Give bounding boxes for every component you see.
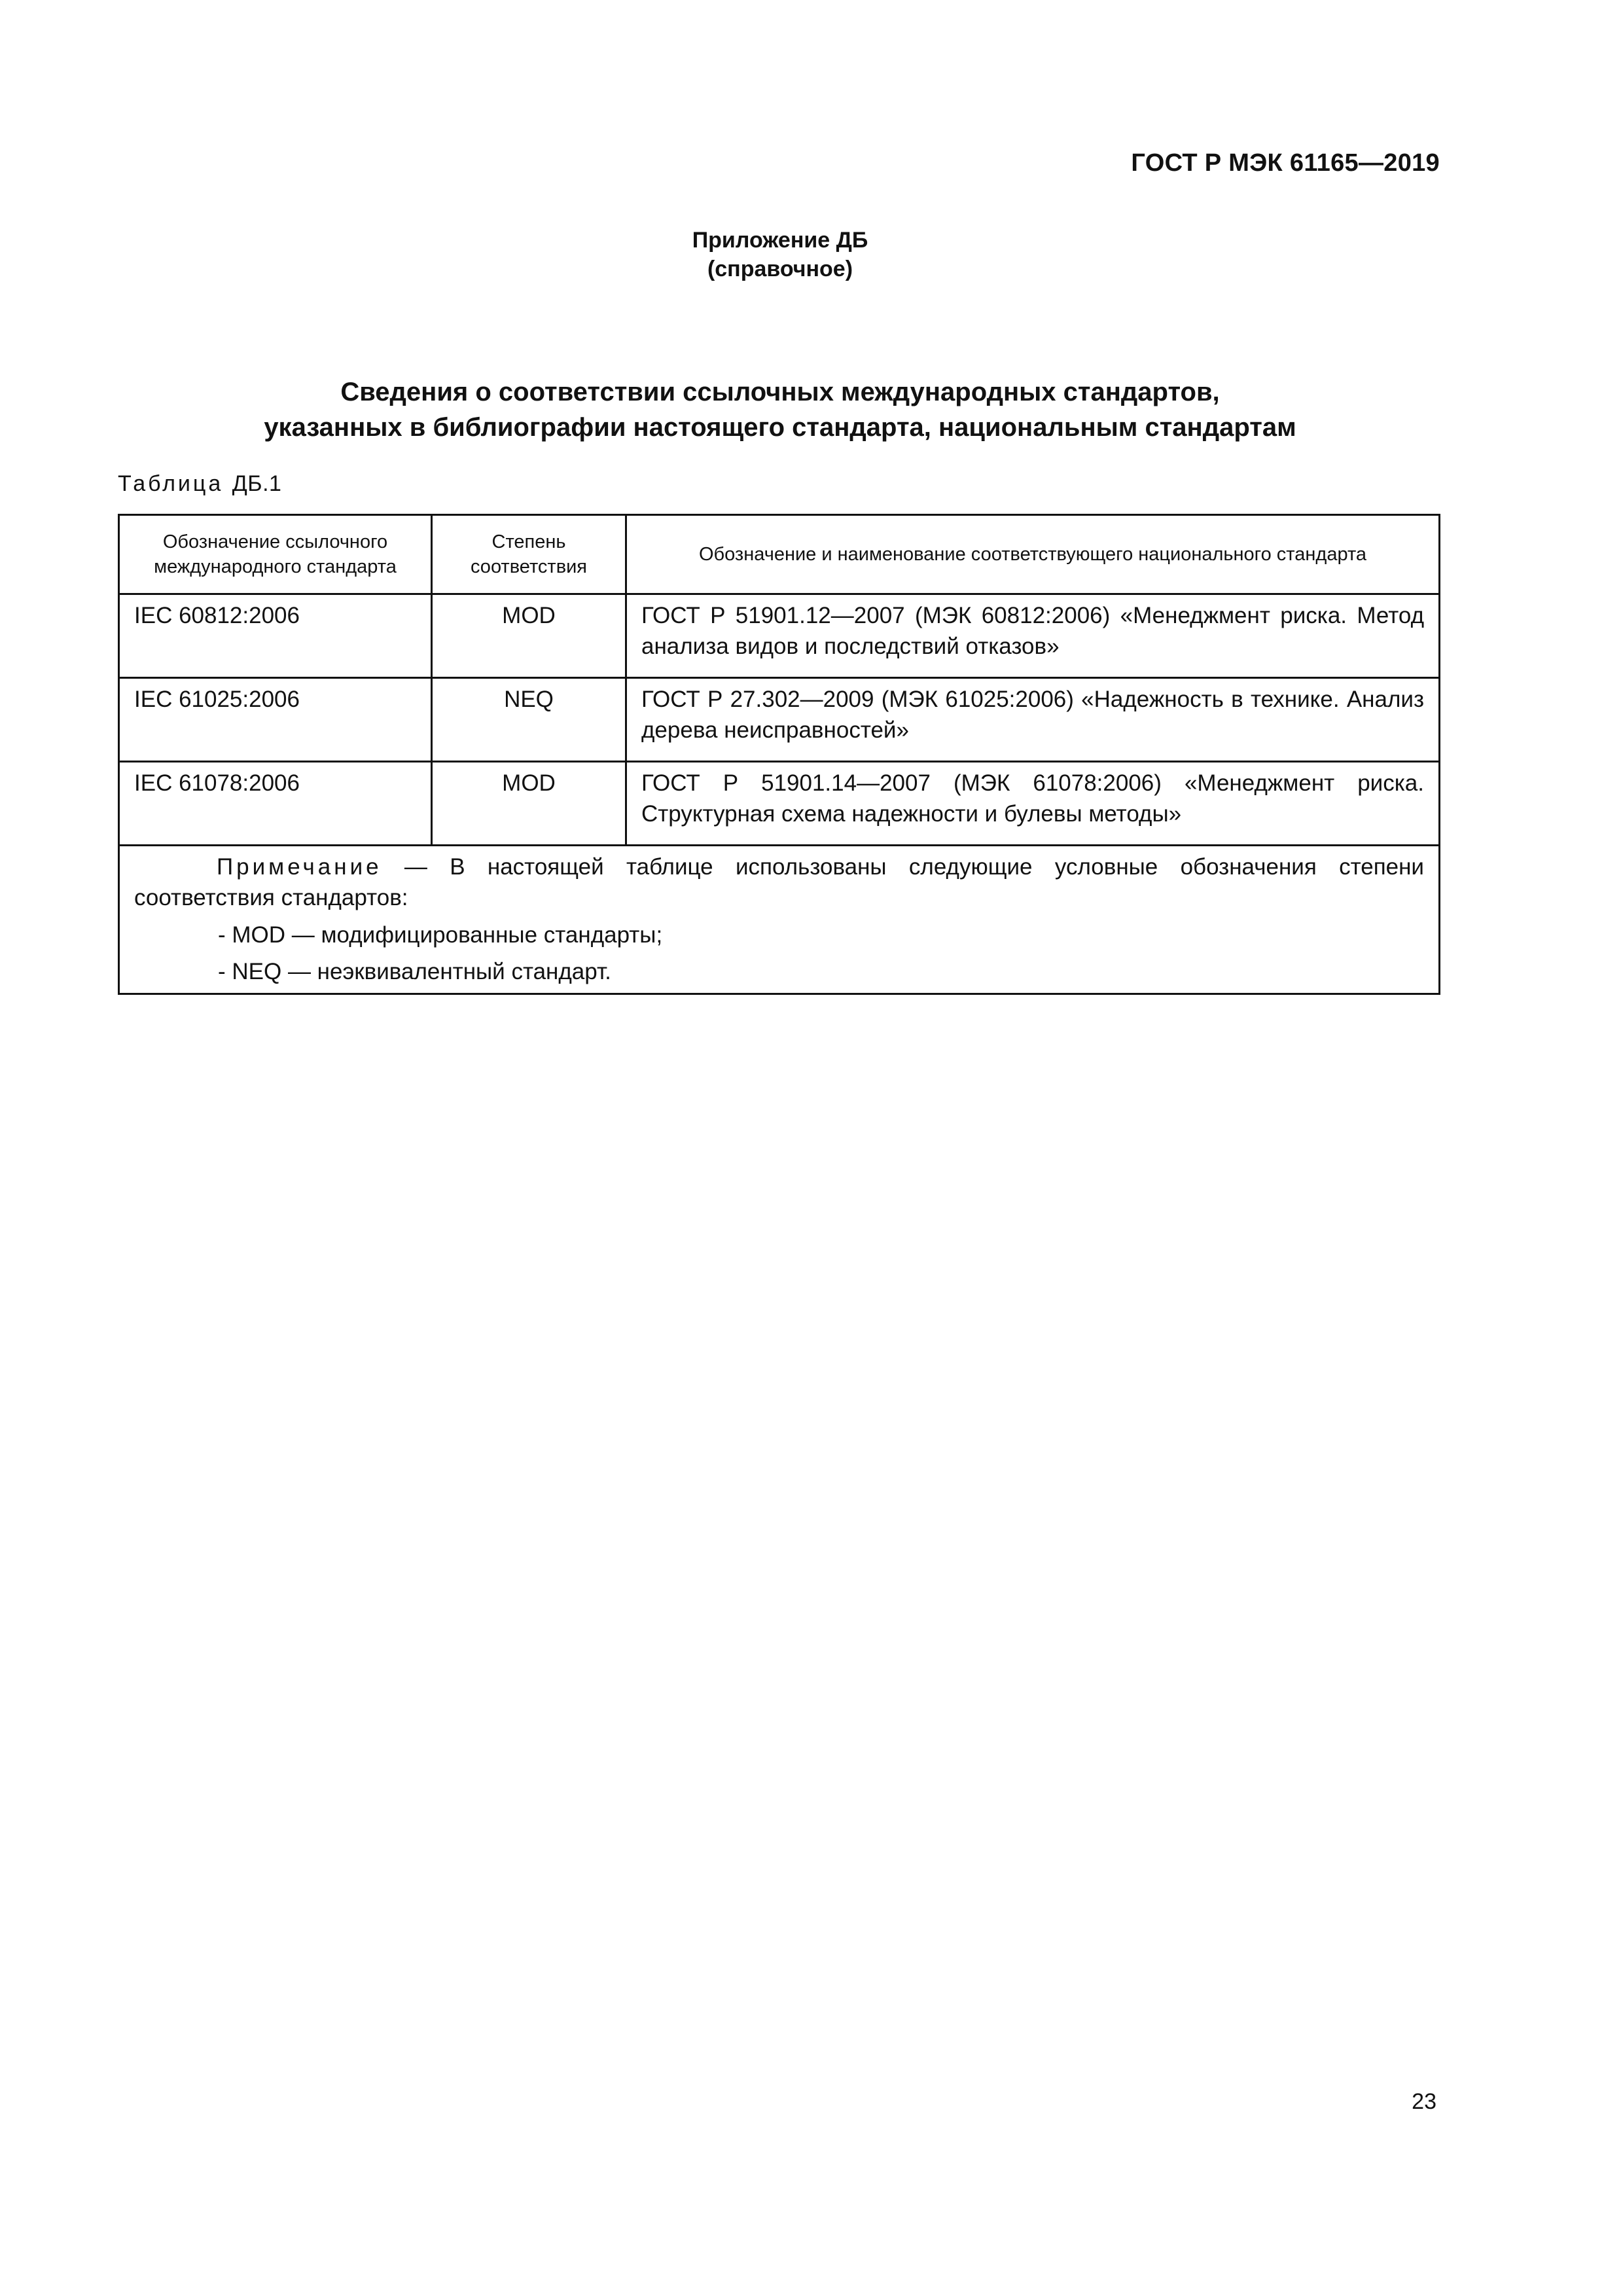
cell-national-standard: ГОСТ Р 51901.12—2007 (МЭК 60812:2006) «Менеджмент риска. Метод анализа видов и последствий отказов» [626, 594, 1440, 678]
table-note-row [119, 846, 1440, 994]
table-row [119, 594, 1440, 678]
note-body: — В настоящей таблице использованы следующие условные обозначения степени соответствия стандартов: [134, 854, 1424, 910]
page-number: 23 [1412, 2089, 1436, 2114]
note-list [134, 917, 1424, 990]
table-row [119, 678, 1440, 762]
cell-national-standard: ГОСТ Р 27.302—2009 (МЭК 61025:2006) «Надежность в технике. Анализ дерева неисправностей» [626, 678, 1440, 762]
header-international-standard: Обозначение ссылочного международного стандарта [119, 515, 432, 594]
annex-subtitle: (справочное) [707, 257, 853, 281]
list-item: - MOD — модифицированные стандарты; [218, 922, 663, 948]
document-code: ГОСТ Р МЭК 61165—2019 [1131, 149, 1440, 177]
header-national-standard: Обозначение и наименование соответствующего национального стандарта [626, 515, 1440, 594]
header-degree-of-conformity: Степень соответствия [432, 515, 626, 594]
table-caption-number: ДБ.1 [232, 471, 282, 496]
note-label: Примечание [217, 854, 382, 880]
cell-international-code: IEC 60812:2006 [119, 594, 432, 678]
table-caption [118, 471, 281, 497]
cell-national-standard: ГОСТ Р 51901.14—2007 (МЭК 61078:2006) «Менеджмент риска. Структурная схема надежности и булевы методы» [626, 762, 1440, 846]
table-caption-label: Таблица [118, 471, 224, 496]
section-title [118, 374, 1442, 445]
section-title-line-1: Сведения о соответствии ссылочных международных стандартов, [340, 378, 1220, 406]
cell-degree: MOD [432, 594, 626, 678]
annex-title: Приложение ДБ [692, 228, 868, 253]
table-note [119, 846, 1440, 994]
annex-heading [0, 226, 1560, 283]
section-title-line-2: указанных в библиографии настоящего стандарта, национальным стандартам [264, 413, 1296, 442]
cell-international-code: IEC 61025:2006 [119, 678, 432, 762]
cell-degree: NEQ [432, 678, 626, 762]
table-row [119, 762, 1440, 846]
conformity-table [118, 514, 1440, 995]
cell-international-code: IEC 61078:2006 [119, 762, 432, 846]
table-header-row [119, 515, 1440, 594]
cell-degree: MOD [432, 762, 626, 846]
note-text [134, 852, 1424, 913]
list-item: - NEQ — неэквивалентный стандарт. [218, 959, 611, 984]
